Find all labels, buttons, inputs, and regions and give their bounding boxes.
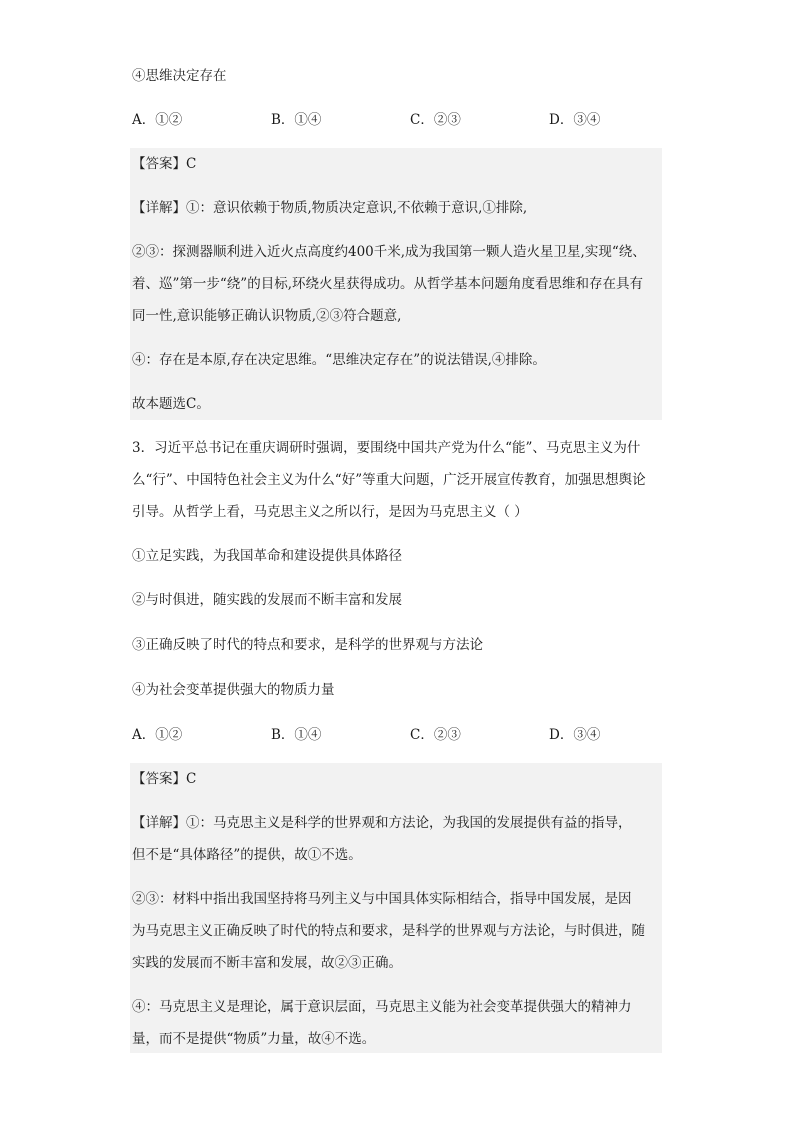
- q3-item-2: ②与时俱进，随实践的发展而不断丰富和发展: [132, 592, 402, 608]
- q2-conclusion: 故本题选C。: [132, 396, 210, 412]
- q2-option-a: A．①②: [132, 112, 183, 128]
- q2-explain-line: ②③：探测器顺利进入近火点高度约400千米,成为我国第一颗人造火星卫星,实现“绕、: [132, 244, 646, 260]
- q2-option-b: B．①④: [271, 112, 322, 128]
- q2-explain-line: 着、巡”第一步“绕”的目标,环绕火星获得成功。从哲学基本问题角度看思维和存在具有: [132, 276, 643, 292]
- q2-explain-line: ④：存在是本原,存在决定思维。“思维决定存在”的说法错误,④排除。: [132, 352, 546, 368]
- q3-explain-line: 实践的发展而不断丰富和发展，故②③正确。: [132, 955, 402, 971]
- q3-option-a: A．①②: [132, 727, 183, 743]
- q3-item-3: ③正确反映了时代的特点和要求，是科学的世界观与方法论: [132, 637, 483, 653]
- q2-explain-line: 【详解】①：意识依赖于物质,物质决定意识,不依赖于意识,①排除,: [132, 200, 528, 216]
- q3-explain-line: ②③：材料中指出我国坚持将马列主义与中国具体实际相结合，指导中国发展，是因: [132, 891, 632, 907]
- q3-stem-line: 么“行”、中国特色社会主义为什么“好”等重大问题，广泛开展宣传教育，加强思想舆论: [132, 472, 646, 488]
- q3-explain-line: ④：马克思主义是理论，属于意识层面，马克思主义能为社会变革提供强大的精神力: [132, 999, 632, 1015]
- q3-explain-line: 但不是“具体路径”的提供，故①不选。: [132, 847, 362, 863]
- q3-stem-line: 3．习近平总书记在重庆调研时强调，要围绕中国共产党为什么“能”、马克思主义为什: [132, 440, 641, 456]
- q2-option-d: D．③④: [549, 112, 601, 128]
- q3-explain-line: 量，而不是提供“物质”力量，故④不选。: [132, 1031, 376, 1047]
- q3-option-b: B．①④: [271, 727, 322, 743]
- q2-option-c: C．②③: [410, 112, 461, 128]
- q3-option-c: C．②③: [410, 727, 461, 743]
- q3-explain-line: 为马克思主义正确反映了时代的特点和要求，是科学的世界观与方法论，与时俱进，随: [132, 923, 645, 939]
- q3-option-d: D．③④: [549, 727, 601, 743]
- q3-explain-line: 【详解】①：马克思主义是科学的世界观和方法论，为我国的发展提供有益的指导，: [132, 815, 632, 831]
- q2-answer: 【答案】C: [132, 156, 197, 172]
- q2-explain-line: 同一性,意识能够正确认识物质,②③符合题意,: [132, 308, 402, 324]
- q3-item-1: ①立足实践，为我国革命和建设提供具体路径: [132, 548, 402, 564]
- q3-stem-line: 引导。从哲学上看，马克思主义之所以行，是因为马克思主义（ ）: [132, 504, 528, 520]
- q3-answer: 【答案】C: [132, 771, 197, 787]
- q2-item-4: ④思维决定存在: [132, 68, 227, 84]
- q3-item-4: ④为社会变革提供强大的物质力量: [132, 682, 335, 698]
